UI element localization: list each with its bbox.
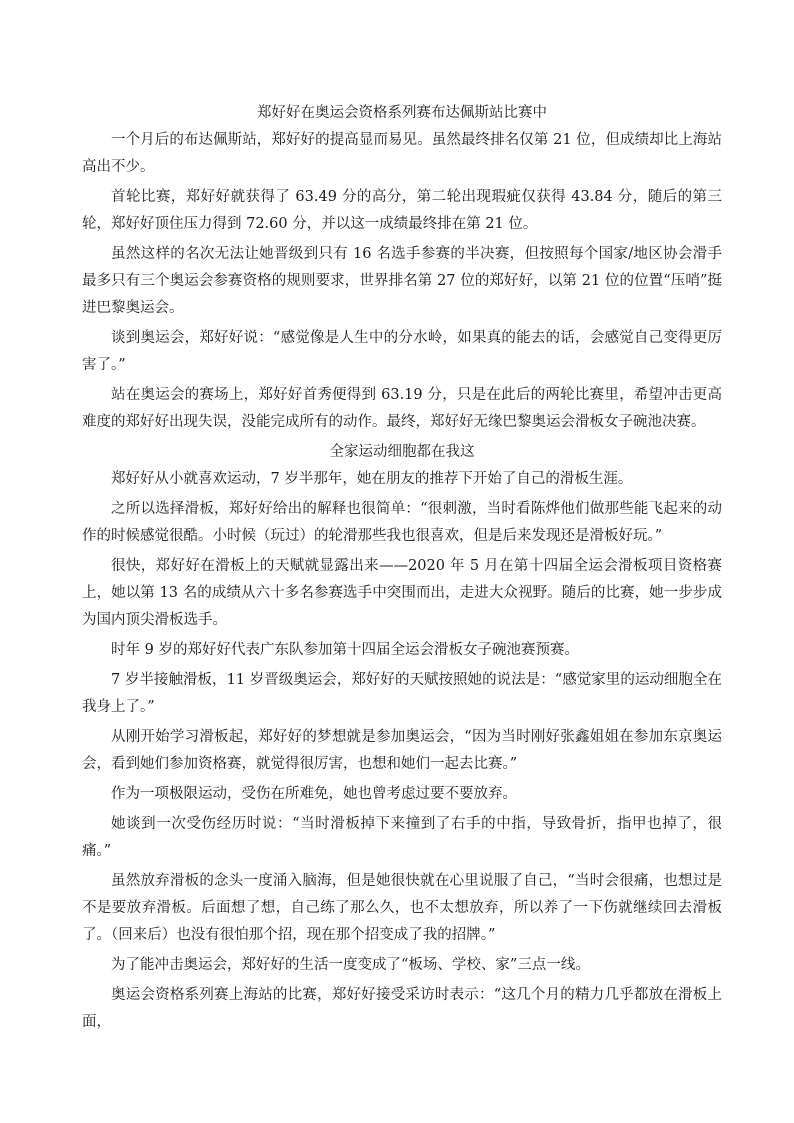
paragraph: 一个月后的布达佩斯站，郑好好的提高显而易见。虽然最终排名仅第 21 位，但成绩却比上海站高出不少。 <box>82 132 722 175</box>
paragraph: 奥运会资格系列赛上海站的比赛，郑好好接受采访时表示：“这几个月的精力几乎都放在滑板上面， <box>82 987 722 1030</box>
paragraph: 之所以选择滑板，郑好好给出的解释也很简单：“很刺激，当时看陈烨他们做那些能飞起来的动作的时候感觉很酷。小时候（玩过）的轮滑那些我也很喜欢，但是后来发现还是滑板好玩。” <box>82 501 722 544</box>
paragraph: 作为一项极限运动，受伤在所难免，她也曾考虑过要不要放弃。 <box>111 786 517 802</box>
paragraph: 虽然这样的名次无法让她晋级到只有 16 名选手参赛的半决赛，但按照每个国家/地区协会滑手最多只有三个奥运会参赛资格的规则要求，世界排名第 27 位的郑好好，以第 21 位的位置“压哨”挺进巴黎奥运会。 <box>82 246 722 316</box>
paragraph: 虽然放弃滑板的念头一度涌入脑海，但是她很快就在心里说服了自己，“当时会很痛，也想过是不是要放弃滑板。后面想了想，自己练了那么久，也不太想放弃，所以养了一下伤就继续回去滑板了。（回来后）也没有很怕那个招，现在那个招变成了我的招牌。” <box>82 873 722 943</box>
paragraph: 郑好好从小就喜欢运动，7 岁半那年，她在朋友的推荐下开始了自己的滑板生涯。 <box>111 471 633 487</box>
paragraph: 谈到奥运会，郑好好说：“感觉像是人生中的分水岭，如果真的能去的话，会感觉自己变得更厉害了。” <box>82 330 722 373</box>
paragraph: 7 岁半接触滑板，11 岁晋级奥运会，郑好好的天赋按照她的说法是：“感觉家里的运动细胞全在我身上了。” <box>82 672 722 715</box>
section-heading: 全家运动细胞都在我这 <box>329 444 475 460</box>
paragraph: 很快，郑好好在滑板上的天赋就显露出来——2020 年 5 月在第十四届全运会滑板项目资格赛上，她以第 13 名的成绩从六十多名参赛选手中突围而出，走进大众视野。随后的比赛，她一步步成为国内顶尖滑板选手。 <box>82 558 722 628</box>
section-heading: 郑好好在奥运会资格系列赛布达佩斯站比赛中 <box>257 105 547 121</box>
paragraph: 站在奥运会的赛场上，郑好好首秀便得到 63.19 分，只是在此后的两轮比赛里，希望冲击更高难度的郑好好出现失误，没能完成所有的动作。最终，郑好好无缘巴黎奥运会滑板女子碗池决赛。 <box>82 387 722 430</box>
paragraph: 首轮比赛，郑好好就获得了 63.49 分的高分，第二轮出现瑕疵仅获得 43.84 分，随后的第三轮，郑好好顶住压力得到 72.60 分，并以这一成绩最终排在第 21 位。 <box>82 189 722 232</box>
paragraph: 从刚开始学习滑板起，郑好好的梦想就是参加奥运会，“因为当时刚好张鑫姐姐在参加东京奥运会，看到她们参加资格赛，就觉得很厉害，也想和她们一起去比赛。” <box>82 729 722 772</box>
article-body <box>82 100 722 1039</box>
paragraph: 为了能冲击奥运会，郑好好的生活一度变成了“板场、学校、家”三点一线。 <box>111 957 590 973</box>
paragraph: 时年 9 岁的郑好好代表广东队参加第十四届全运会滑板女子碗池赛预赛。 <box>111 642 579 658</box>
paragraph: 她谈到一次受伤经历时说：“当时滑板掉下来撞到了右手的中指，导致骨折，指甲也掉了，很痛。” <box>82 816 722 859</box>
